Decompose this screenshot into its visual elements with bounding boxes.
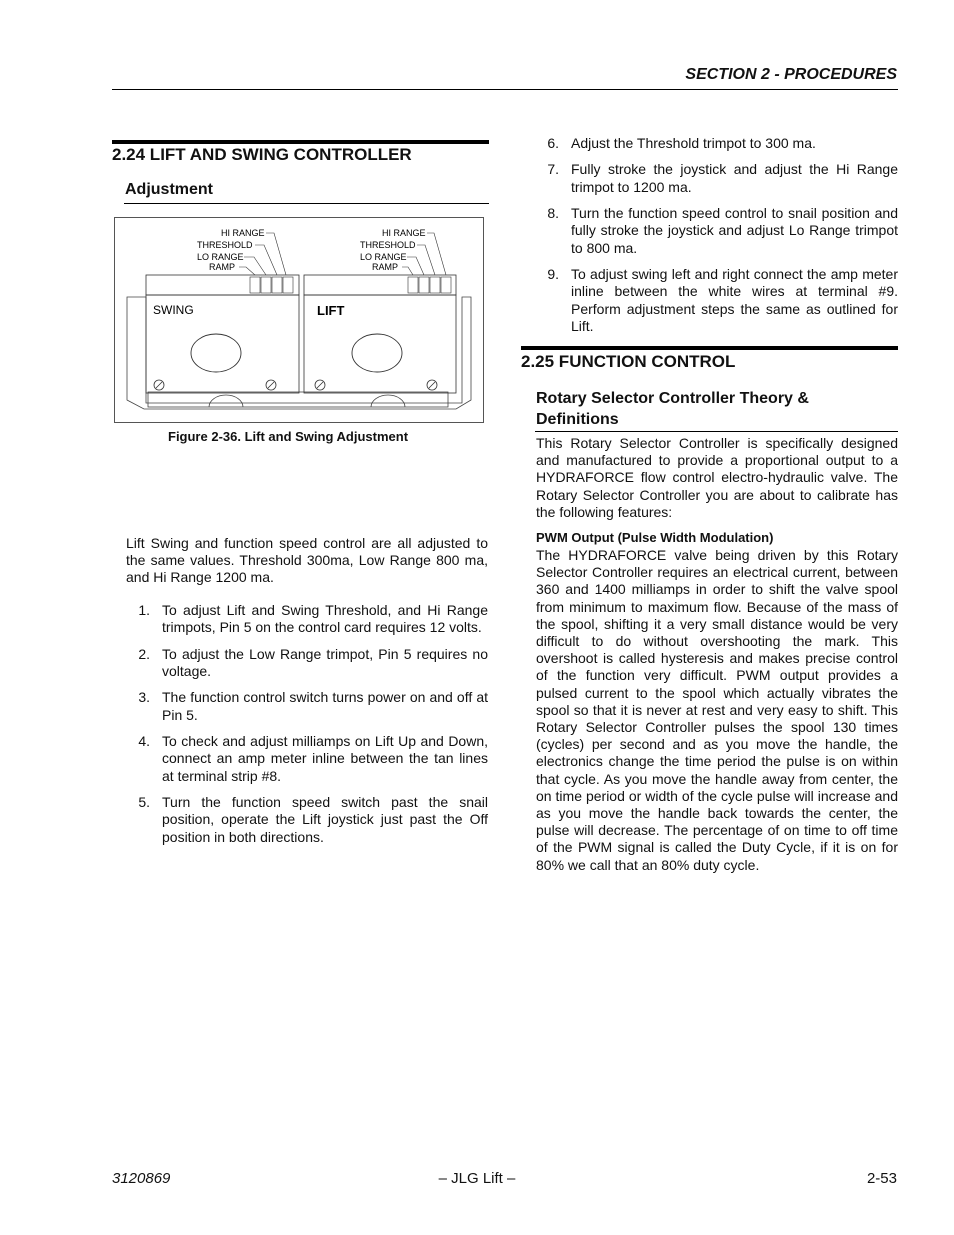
swing-label: SWING <box>153 303 194 317</box>
list-item: 2. To adjust the Low Range trimpot, Pin 5 requires no voltage. <box>138 645 488 680</box>
lift-label: LIFT <box>317 303 345 318</box>
list-item: 7. Fully stroke the joystick and adjust the Hi Range trimpot to 1200 ma. <box>547 161 898 195</box>
swing-ramp-label: RAMP <box>209 262 236 272</box>
list-item: 6. Adjust the Threshold trimpot to 300 ma. <box>547 135 816 151</box>
list-item: 4. To check and adjust milliamps on Lift Up and Down, connect an amp meter inline between the tan lines at terminal strip #8. <box>138 732 488 784</box>
lift-ramp-label: RAMP <box>372 262 399 272</box>
page-number: 2-53 <box>866 1170 897 1187</box>
section-bar-2-25 <box>521 346 898 350</box>
subsection-title-adjustment: Adjustment <box>125 181 213 198</box>
list-item: 1. To adjust Lift and Swing Threshold, and Hi Range trimpots, Pin 5 on the control card requires 12 volts. <box>138 602 488 636</box>
lift-threshold-label: THRESHOLD <box>360 240 416 250</box>
list-item: 3. The function control switch turns power on and off at Pin 5. <box>138 689 488 723</box>
left-steps-list <box>126 602 488 855</box>
right-steps-list <box>535 135 898 344</box>
section-title-2-25: 2.25 FUNCTION CONTROL <box>521 352 736 371</box>
subsection-title-rotary: Rotary Selector Controller Theory & Definitions <box>536 390 809 428</box>
list-item: 5. Turn the function speed switch past the snail position, operate the Lift joystick just past the Off position in both directions. <box>138 793 488 845</box>
swing-hi-range-label: HI RANGE <box>221 228 265 238</box>
swing-threshold-label: THRESHOLD <box>197 240 253 250</box>
lift-lo-range-label: LO RANGE <box>360 252 407 262</box>
swing-lo-range-label: LO RANGE <box>197 252 244 262</box>
intro-paragraph: Lift Swing and function speed control are all adjusted to the same values. Threshold 300ma, Low Range 800 ma, and Hi Range 1200 ma. <box>126 535 488 586</box>
lift-hi-range-label: HI RANGE <box>382 228 426 238</box>
rotary-intro-paragraph: This Rotary Selector Controller is specifically designed and manufactured to provide a proportional output to a HYDRAFORCE flow control electro-hydraulic valve. The Rotary Selector Controller you are about to calibrate has the following features: <box>536 435 898 520</box>
subsection-rule <box>535 431 898 432</box>
section-bar-2-24 <box>112 140 489 144</box>
pwm-paragraph: The HYDRAFORCE valve being driven by this Rotary Selector Controller requires an electrical current, between 360 and 1400 milliamps in order to shift the valve spool from minimum to maximum flow. Because of the mass of the spool, shifting it a very small distance would be very difficult to do without overshooting the mark. This overshoot is called hysteresis and makes precise control of the function very difficult. PWM output provides a pulsed current to the spool which actually vibrates the spool so that it is never at rest and very easy to shift. This Rotary Selector Controller pulses the spool 130 times (cycles) per second and as you move the handle, the electronics change the time period the pulse is on within that cycle. As you move the handle away from center, the on time period or width of the cycle pulse will increase and as you move the handle back towards the center, the pulse will decrease. The percentage of on time to off time of the PWM signal is called the Duty Cycle, if it is on for 80% we call that an 80% duty cycle. <box>536 547 898 873</box>
pwm-heading: PWM Output (Pulse Width Modulation) <box>536 530 774 545</box>
list-item: 8. Turn the function speed control to snail position and fully stroke the joystick and adjust Lo Range trimpot to 800 ma. <box>547 204 898 256</box>
swing-card <box>146 275 299 393</box>
header-rule <box>112 89 898 90</box>
subsection-rule <box>124 203 489 204</box>
figure-lift-swing-adjustment <box>114 217 484 423</box>
lift-card <box>304 275 456 393</box>
list-item: 9. To adjust swing left and right connect the amp meter inline between the white wires at terminal #9. Perform adjustment steps the same as outlined for Lift. <box>547 265 898 335</box>
doc-number: 3120869 <box>112 1170 171 1187</box>
section-title-2-24: 2.24 LIFT AND SWING CONTROLLER <box>112 145 412 164</box>
footer-center: – JLG Lift – <box>438 1170 516 1187</box>
figure-caption: Figure 2-36. Lift and Swing Adjustment <box>168 429 409 444</box>
section-header: SECTION 2 - PROCEDURES <box>685 66 897 83</box>
